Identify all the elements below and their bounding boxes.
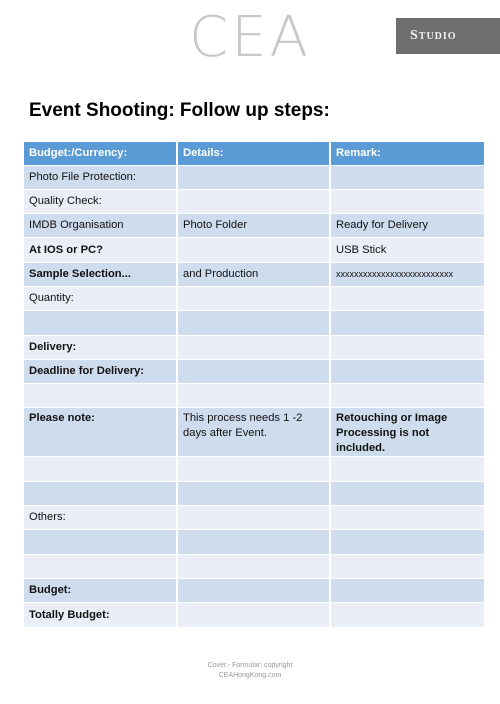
table-row: [24, 554, 484, 578]
row-remark: [330, 384, 484, 408]
row-remark: [330, 457, 484, 481]
table-row: [24, 384, 484, 408]
row-remark: [330, 335, 484, 359]
row-details: [177, 603, 330, 627]
footer-copyright: [0, 661, 500, 681]
row-remark: [330, 311, 484, 335]
row-details: [177, 578, 330, 602]
table-row: [24, 189, 484, 213]
row-remark: USB Stick: [330, 238, 484, 262]
table-row: [24, 286, 484, 310]
header-details: Details:: [177, 142, 330, 165]
row-details: [177, 359, 330, 383]
row-label: Quantity:: [24, 286, 177, 310]
row-label: IMDB Organisation: [24, 214, 177, 238]
cea-logo: CEA: [189, 5, 311, 70]
row-details: [177, 238, 330, 262]
row-label: Budget:: [24, 578, 177, 602]
row-details: [177, 165, 330, 189]
table-header-row: [24, 142, 484, 165]
footer-line-copyright: Cover.- Formular: copyright: [207, 662, 293, 669]
row-label: [24, 530, 177, 554]
row-label: Delivery:: [24, 335, 177, 359]
studio-badge: Studio: [396, 18, 500, 54]
row-label: [24, 481, 177, 505]
row-remark: [330, 506, 484, 530]
row-details: Photo Folder: [177, 214, 330, 238]
row-label: Photo File Protection:: [24, 165, 177, 189]
row-remark: [330, 578, 484, 602]
row-label: Please note:: [24, 408, 177, 457]
table-row: [24, 530, 484, 554]
row-details: [177, 384, 330, 408]
row-remark: [330, 286, 484, 310]
row-remark: [330, 530, 484, 554]
row-details: [177, 457, 330, 481]
table-row: [24, 603, 484, 627]
row-details: [177, 286, 330, 310]
table-row: [24, 238, 484, 262]
row-details: This process needs 1 -2 days after Event.: [177, 408, 330, 457]
row-details: [177, 189, 330, 213]
row-remark: [330, 603, 484, 627]
row-details: [177, 481, 330, 505]
row-label: [24, 457, 177, 481]
table-row: [24, 506, 484, 530]
row-label: [24, 384, 177, 408]
row-label: [24, 554, 177, 578]
header-budget-currency: Budget:/Currency:: [24, 142, 177, 165]
row-label: Sample Selection...: [24, 262, 177, 286]
row-remark: [330, 359, 484, 383]
row-label: [24, 311, 177, 335]
page-title: Event Shooting: Follow up steps:: [29, 100, 330, 121]
row-remark: xxxxxxxxxxxxxxxxxxxxxxxxxx: [330, 262, 484, 286]
table-row: [24, 214, 484, 238]
row-remark: Ready for Delivery: [330, 214, 484, 238]
table-row: [24, 359, 484, 383]
row-remark: [330, 189, 484, 213]
row-remark: [330, 481, 484, 505]
table-row: [24, 457, 484, 481]
row-details: [177, 506, 330, 530]
row-remark: [330, 554, 484, 578]
table-row: [24, 311, 484, 335]
header-remark: Remark:: [330, 142, 484, 165]
row-details: and Production: [177, 262, 330, 286]
table-row: [24, 165, 484, 189]
row-label: Deadline for Delivery:: [24, 359, 177, 383]
row-label: At IOS or PC?: [24, 238, 177, 262]
follow-up-table: [24, 142, 484, 627]
row-label: Others:: [24, 506, 177, 530]
row-remark: [330, 165, 484, 189]
row-remark: Retouching or Image Processing is not included.: [330, 408, 484, 457]
row-details: [177, 311, 330, 335]
table-row: [24, 578, 484, 602]
row-label: Totally Budget:: [24, 603, 177, 627]
row-details: [177, 335, 330, 359]
row-details: [177, 530, 330, 554]
table-row: [24, 408, 484, 457]
row-label: Quality Check:: [24, 189, 177, 213]
row-details: [177, 554, 330, 578]
table-row: [24, 262, 484, 286]
table-row: [24, 335, 484, 359]
table-row: [24, 481, 484, 505]
footer-line-site: CEAHongKong.com: [218, 672, 282, 679]
